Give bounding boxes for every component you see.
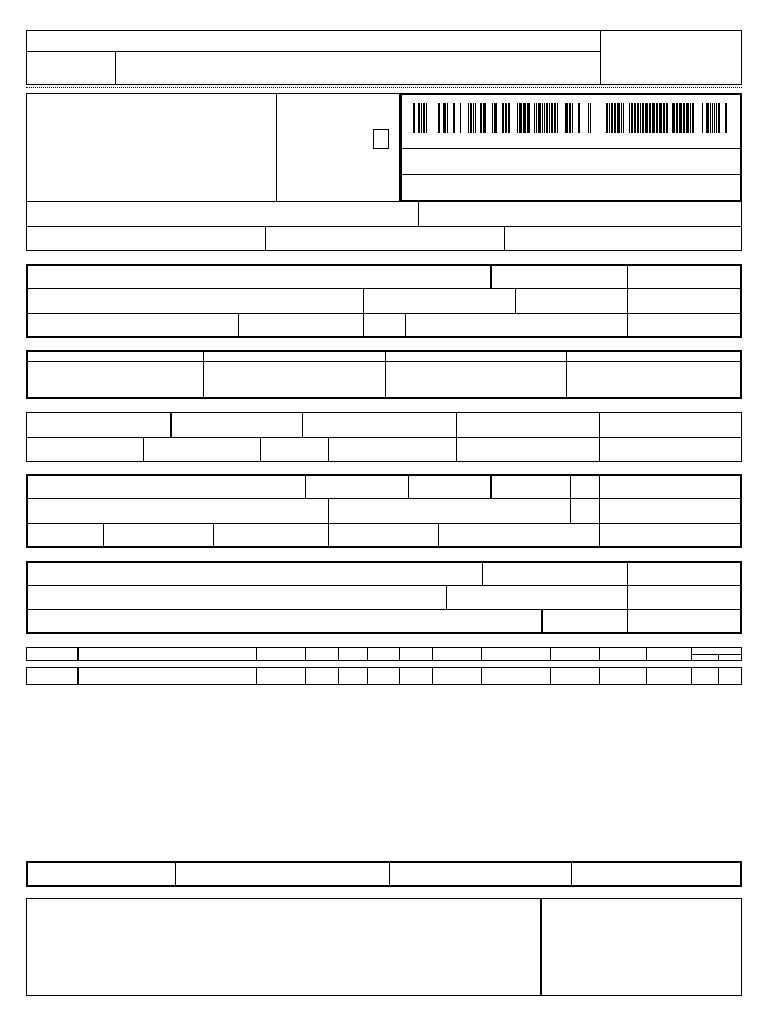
table-column-divider (399, 667, 400, 685)
table-column-divider (305, 647, 306, 661)
block-divider (26, 361, 742, 362)
table-column-divider (646, 647, 647, 661)
block-divider (238, 313, 239, 338)
checkbox[interactable] (373, 129, 389, 149)
block-divider (627, 264, 628, 338)
header-divider (115, 51, 116, 85)
items-table-header (26, 647, 742, 661)
block-divider (26, 523, 742, 524)
block-divider (26, 498, 742, 499)
block-divider (456, 412, 457, 462)
table-column-divider (691, 647, 692, 661)
block-divider (305, 474, 306, 498)
block-divider (446, 585, 447, 609)
table-column-divider (338, 647, 339, 661)
block-divider (260, 437, 261, 462)
table-column-divider (256, 667, 257, 685)
table-column-divider (305, 667, 306, 685)
table-column-divider (367, 667, 368, 685)
table-column-divider (77, 647, 79, 661)
block-divider (405, 313, 406, 338)
summary-divider (389, 861, 390, 887)
table-row (26, 667, 742, 685)
table-column-divider (432, 667, 433, 685)
block-divider (170, 412, 172, 437)
block-divider (599, 412, 600, 462)
row-divider (504, 226, 505, 251)
row-divider (418, 201, 419, 227)
table-column-divider (399, 647, 400, 661)
block-divider (213, 523, 214, 548)
block-divider (482, 561, 483, 585)
block-divider (570, 474, 571, 523)
table-column-divider (77, 667, 79, 685)
footer-divider (540, 898, 542, 996)
summary-row (26, 861, 742, 887)
summary-divider (571, 861, 572, 887)
table-column-divider (367, 647, 368, 661)
table-column-divider (550, 647, 551, 661)
block-divider (26, 609, 742, 610)
block-divider (385, 350, 386, 399)
items-table-header-divider (718, 654, 719, 661)
form-block (26, 350, 742, 399)
table-column-divider (481, 647, 482, 661)
block-divider (26, 313, 742, 314)
table-column-divider (599, 667, 600, 685)
form-row (26, 226, 742, 251)
block-divider (328, 498, 329, 548)
header-frame (26, 30, 742, 85)
block-divider (302, 412, 303, 437)
block-divider (490, 264, 492, 288)
row-divider (265, 226, 266, 251)
form-row (26, 201, 742, 227)
table-column-divider (718, 667, 719, 685)
block-divider (627, 561, 628, 634)
block-divider (566, 350, 567, 399)
summary-divider (175, 861, 176, 887)
table-column-divider (646, 667, 647, 685)
items-table-header-divider (691, 654, 742, 655)
table-column-divider (550, 667, 551, 685)
barcode-box-divider (400, 148, 742, 149)
cut-line (26, 87, 742, 88)
block-divider (203, 350, 204, 399)
block-divider (408, 474, 409, 498)
table-column-divider (338, 667, 339, 685)
table-column-divider (481, 667, 482, 685)
header-divider (600, 30, 601, 85)
header-divider (26, 51, 600, 52)
block-divider (26, 437, 742, 438)
block-divider (363, 288, 364, 338)
form-block (26, 264, 742, 338)
block-divider (103, 523, 104, 548)
barcode-box-divider (400, 174, 742, 175)
table-column-divider (599, 647, 600, 661)
block-divider (328, 437, 329, 462)
barcode (413, 103, 728, 133)
block-divider (26, 585, 742, 586)
block-divider (515, 288, 516, 313)
form-block (26, 474, 742, 548)
block-divider (143, 437, 144, 462)
block-divider (26, 288, 742, 289)
block-divider (599, 474, 600, 548)
issuer-box (26, 93, 277, 202)
table-column-divider (432, 647, 433, 661)
form-block (26, 561, 742, 634)
block-divider (541, 609, 543, 634)
footer-box (26, 898, 742, 996)
block-divider (438, 523, 439, 548)
table-column-divider (256, 647, 257, 661)
table-column-divider (691, 667, 692, 685)
block-divider (490, 474, 492, 498)
